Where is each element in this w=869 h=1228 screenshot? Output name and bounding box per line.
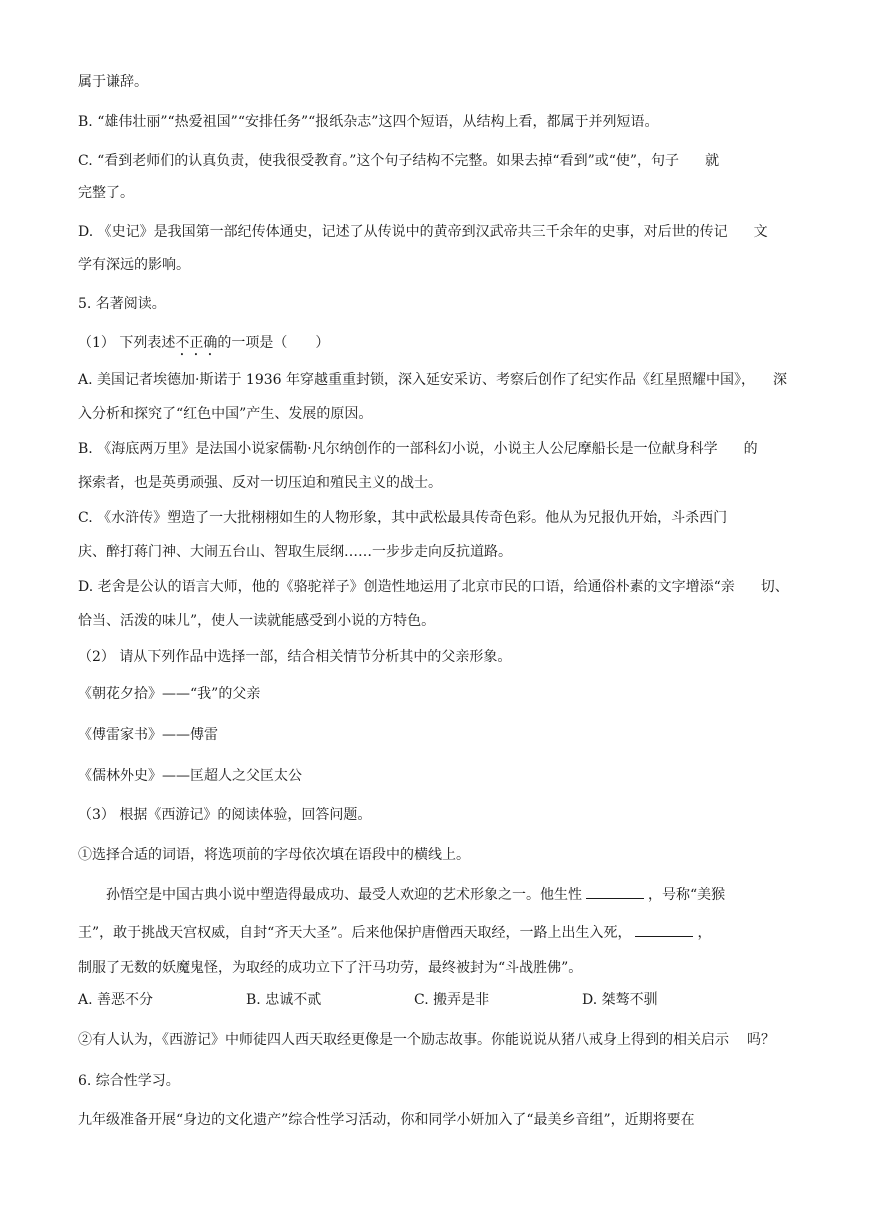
work-item: 《朝花夕拾》——“我”的父亲 (78, 686, 261, 702)
passage-line: 孙悟空是中国古典小说中塑造得最成功、最受人欢迎的艺术形象之一。他生性 ，号称“美猴 (106, 884, 725, 904)
sub-question-1: （1） 下列表述不正确的一项是（ ） (78, 335, 330, 351)
work-item: 《儒林外史》——匡超人之父匡太公 (78, 768, 302, 784)
passage-line: 制服了无数的妖魔鬼怪，为取经的成功立下了汗马功劳，最终被封为“斗战胜佛”。 (78, 960, 583, 976)
choice-a: A. 善恶不分 (78, 992, 154, 1008)
work-item: 《傅雷家书》——傅雷 (78, 727, 218, 743)
option-d-line: D. 《史记》是我国第一部纪传体通史，记述了从传说中的黄帝到汉武帝共三千余年的史事，对后世的传记 文 (78, 224, 768, 240)
text-line: 学有深远的影响。 (78, 257, 190, 273)
text-line: 九年级准备开展“身边的文化遗产”综合性学习活动，你和同学小妍加入了“最美乡音组”，近期将要在 (78, 1112, 695, 1128)
sub-question-3: （3） 根据《西游记》的阅读体验，回答问题。 (78, 807, 372, 823)
option-d-line: D. 老舍是公认的语言大师，他的《骆驼祥子》创造性地运用了北京市民的口语，给通俗朴素的文字增添“亲 切、 (78, 579, 789, 595)
passage-line: 王”，敢于挑战天宫权威，自封“齐天大圣”。后来他保护唐僧西天取经，一路上出生入死， ， (78, 922, 711, 942)
option-c-line: C. “看到老师们的认真负责，使我很受教育。”这个句子结构不完整。如果去掉“看到”或“使”，句子 就 (78, 153, 720, 169)
option-c-line: C. 《水浒传》塑造了一大批栩栩如生的人物形象，其中武松最具传奇色彩。他从为兄报仇开始，斗杀西门 (78, 510, 728, 526)
answer-blank (586, 884, 644, 899)
sub-question-2: （2） 请从下列作品中选择一部，结合相关情节分析其中的父亲形象。 (78, 649, 512, 665)
option-b-line: B. 《海底两万里》是法国小说家儒勒·凡尔纳创作的一部科幻小说，小说主人公尼摩船长是一位献身科学 的 (78, 441, 758, 457)
choice-c: C. 搬弄是非 (414, 992, 490, 1008)
question-heading: 6. 综合性学习。 (78, 1073, 180, 1089)
text-line: 恰当、活泼的味儿”，使人一读就能感受到小说的方特色。 (78, 613, 436, 629)
option-b-line: B. “雄伟壮丽”“热爱祖国”“安排任务”“报纸杂志”这四个短语，从结构上看，都属于并列短语。 (78, 114, 659, 130)
text-line: 入分析和探究了“红色中国”产生、发展的原因。 (78, 406, 373, 422)
answer-blank (635, 922, 693, 937)
text-line: 完整了。 (78, 185, 134, 201)
option-a-line: A. 美国记者埃德加·斯诺于 1936 年穿越重重封锁，深入延安采访、考察后创作了纪实作品《红星照耀中国》， 深 (78, 372, 787, 388)
text-line: 属于谦辞。 (78, 74, 148, 90)
choice-b: B. 忠诚不贰 (246, 992, 322, 1008)
instruction-line: ①选择合适的词语，将选项前的字母依次填在语段中的横线上。 (78, 847, 470, 863)
question-line: ②有人认为，《西游记》中师徒四人西天取经更像是一个励志故事。你能说说从猪八戒身上得到的相关启示 吗？ (78, 1032, 775, 1048)
question-heading: 5. 名著阅读。 (78, 296, 166, 312)
text-line: 庆、醉打蒋门神、大闹五台山、智取生辰纲……一步步走向反抗道路。 (78, 544, 512, 560)
emphasis-text: 不正确 (175, 335, 218, 351)
text-line: 探索者，也是英勇顽强、反对一切压迫和殖民主义的战士。 (78, 475, 442, 491)
choice-d: D. 桀骜不驯 (582, 992, 658, 1008)
